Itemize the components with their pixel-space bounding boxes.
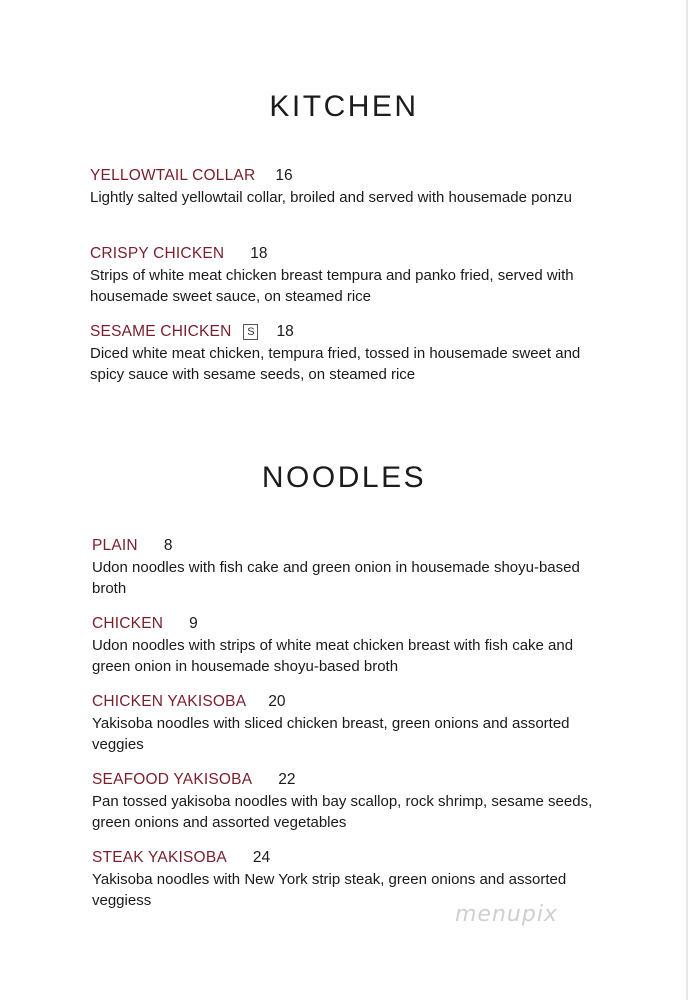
item-name: CRISPY CHICKEN: [90, 245, 225, 262]
item-header: [92, 692, 612, 712]
item-name: PLAIN: [92, 537, 138, 554]
item-price: 16: [275, 167, 293, 184]
menupix-watermark: menupix: [455, 902, 558, 927]
item-header: [90, 166, 610, 186]
item-description: Yakisoba noodles with sliced chicken breast, green onions and assorted veggies: [92, 715, 570, 753]
item-header: [92, 614, 612, 634]
item-price: 9: [189, 615, 198, 632]
item-header: [90, 322, 610, 342]
item-price: 20: [268, 693, 286, 710]
spicy-badge-icon: S: [243, 324, 258, 340]
item-name: CHICKEN: [92, 615, 164, 632]
item-description: Strips of white meat chicken breast tempura and panko fried, served with housemade sweet sauce, on steamed rice: [90, 267, 574, 305]
item-header: [92, 536, 612, 556]
menu-item-plain: [92, 536, 612, 599]
item-name: STEAK YAKISOBA: [92, 849, 227, 866]
menu-item-seafood-yakisoba: [92, 770, 612, 833]
noodles-section-title: NOODLES: [261, 461, 427, 494]
item-name: YELLOWTAIL COLLAR: [90, 167, 256, 184]
item-description: Lightly salted yellowtail collar, broiled and served with housemade ponzu: [90, 189, 572, 206]
item-header: [92, 770, 612, 790]
menu-item-chicken-yakisoba: [92, 692, 612, 755]
item-description: Pan tossed yakisoba noodles with bay scallop, rock shrimp, sesame seeds, green onions and assorted vegetables: [92, 793, 593, 831]
item-name: SEAFOOD YAKISOBA: [92, 771, 253, 788]
item-description: Udon noodles with strips of white meat chicken breast with fish cake and green onion in housemade shoyu-based broth: [92, 637, 574, 675]
menu-item-chicken: [92, 614, 612, 677]
item-header: [90, 244, 610, 264]
menu-item-crispy-chicken: [90, 244, 610, 307]
item-name: SESAME CHICKEN: [90, 323, 232, 340]
item-price: 24: [252, 849, 271, 866]
item-header: [92, 848, 612, 868]
kitchen-section-title: KITCHEN: [269, 90, 419, 123]
item-name: CHICKEN YAKISOBA: [92, 693, 247, 710]
item-description: Yakisoba noodles with New York strip steak, green onions and assorted veggiess: [92, 871, 567, 909]
item-price: 18: [250, 245, 268, 262]
item-description: Diced white meat chicken, tempura fried, tossed in housemade sweet and spicy sauce with sesame seeds, on steamed rice: [90, 345, 581, 383]
item-description: Udon noodles with fish cake and green onion in housemade shoyu-based broth: [92, 559, 580, 597]
item-price: 8: [163, 537, 173, 554]
menu-item-sesame-chicken: [90, 322, 610, 385]
item-price: 18: [276, 323, 294, 340]
item-price: 22: [278, 771, 296, 788]
menu-item-yellowtail-collar: [90, 166, 610, 208]
